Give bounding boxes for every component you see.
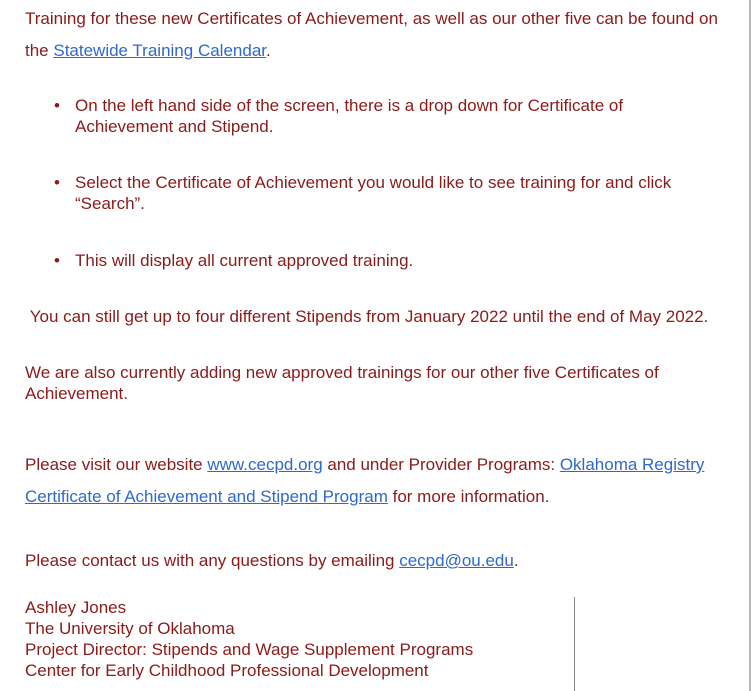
intro-paragraph — [25, 3, 725, 67]
contact-period: . — [513, 551, 519, 570]
oklahoma-registry-program-link[interactable]: Oklahoma Registry Certificate of Achievement and Stipend Program — [25, 455, 705, 506]
bullet-icon: • — [54, 173, 60, 192]
adding-trainings-paragraph: We are also currently adding new approved trainings for our other five Certificates of Achievement. — [25, 363, 659, 403]
step-text: On the left hand side of the screen, there is a drop down for Certificate of Achievement and Stipend. — [75, 96, 624, 136]
steps-list — [25, 95, 725, 271]
visit-text: Please visit our website — [25, 455, 208, 474]
intro-text: Training for these new Certificates of Achievement, as well as our other five can be found on the — [25, 9, 718, 60]
list-item — [25, 172, 725, 214]
bullet-icon: • — [54, 251, 60, 270]
intro-period: . — [266, 41, 271, 60]
step-text: This will display all current approved training. — [75, 251, 414, 270]
signature-block — [25, 597, 725, 681]
contact-text: Please contact us with any questions by emailing — [25, 551, 400, 570]
signature-organization: The University of Oklahoma — [25, 619, 235, 638]
statewide-training-calendar-link[interactable]: Statewide Training Calendar — [53, 41, 266, 60]
visit-end-text: for more information. — [387, 487, 550, 506]
signature-department: Center for Early Childhood Professional Development — [25, 661, 429, 680]
email-link[interactable]: cecpd@ou.edu — [399, 551, 514, 570]
visit-website-paragraph — [25, 449, 725, 513]
bullet-icon: • — [54, 96, 60, 115]
contact-paragraph — [25, 550, 725, 571]
cecpd-website-link[interactable]: www.cecpd.org — [207, 455, 323, 474]
signature-title: Project Director: Stipends and Wage Supplement Programs — [25, 640, 474, 659]
list-item — [25, 250, 725, 271]
visit-middle-text: and under Provider Programs: — [322, 455, 560, 474]
list-item — [25, 95, 725, 137]
email-body — [25, 3, 725, 681]
signature-name: Ashley Jones — [25, 598, 127, 617]
step-text: Select the Certificate of Achievement you would like to see training for and click “Search”. — [75, 173, 672, 213]
stipend-paragraph: You can still get up to four different Stipends from January 2022 until the end of May 2022. — [25, 307, 709, 326]
